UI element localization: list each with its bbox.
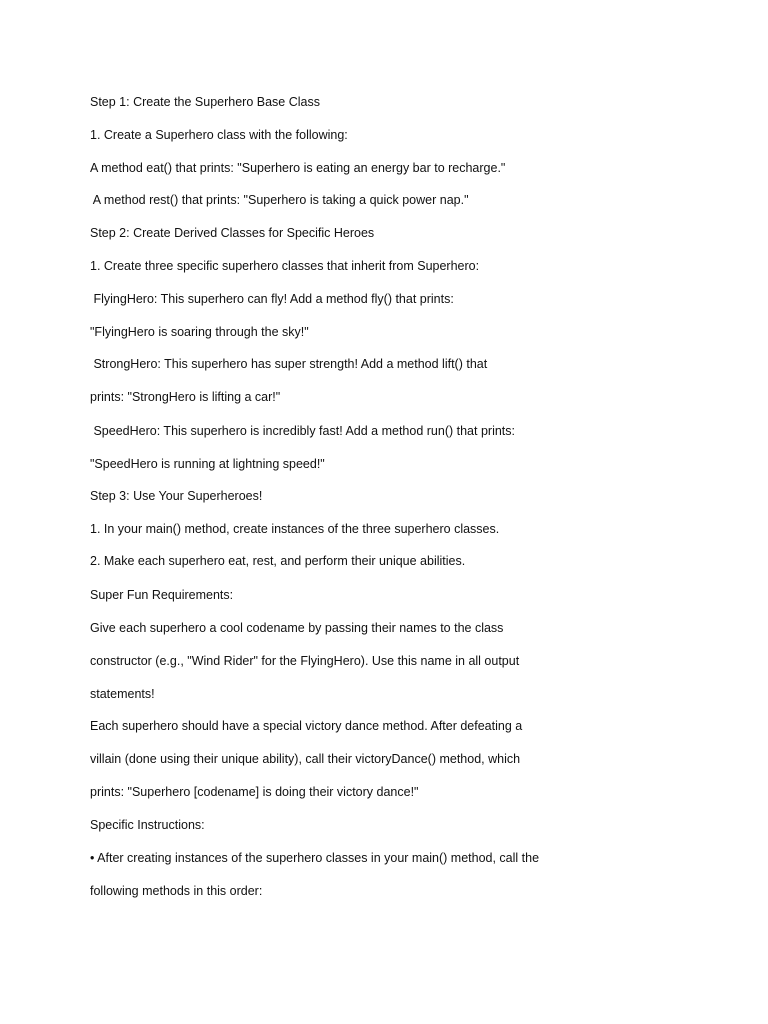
eat-method-text: A method eat() that prints: "Superhero is eating an energy bar to recharge." [90, 161, 506, 175]
speed-hero-output: "SpeedHero is running at lightning speed!" [90, 457, 325, 471]
step-2-item-1: 1. Create three specific superhero classes that inherit from Superhero: [90, 259, 480, 273]
step-1-heading: Step 1: Create the Superhero Base Class [90, 95, 320, 109]
victory-dance-text-3: prints: "Superhero [codename] is doing their victory dance!" [90, 785, 419, 799]
flying-hero-text: FlyingHero: This superhero can fly! Add a method fly() that prints: [90, 292, 454, 306]
victory-dance-text-2: villain (done using their unique ability), call their victoryDance() method, which [90, 752, 521, 766]
speed-hero-text: SpeedHero: This superhero is incredibly fast! Add a method run() that prints: [90, 424, 515, 438]
strong-hero-text: StrongHero: This superhero has super strength! Add a method lift() that [90, 357, 488, 371]
step-2-heading: Step 2: Create Derived Classes for Specific Heroes [90, 226, 375, 240]
step-1-item-1: 1. Create a Superhero class with the following: [90, 128, 348, 142]
codename-text-1: Give each superhero a cool codename by passing their names to the class [90, 621, 504, 635]
victory-dance-text-1: Each superhero should have a special victory dance method. After defeating a [90, 719, 523, 733]
rest-method-text: A method rest() that prints: "Superhero is taking a quick power nap." [90, 193, 469, 207]
requirements-heading: Super Fun Requirements: [90, 588, 234, 602]
instructions-bullet-1: • After creating instances of the superhero classes in your main() method, call the [90, 851, 540, 865]
step-3-heading: Step 3: Use Your Superheroes! [90, 489, 263, 503]
codename-text-3: statements! [90, 687, 155, 701]
codename-text-2: constructor (e.g., "Wind Rider" for the FlyingHero). Use this name in all output [90, 654, 520, 668]
step-3-item-2: 2. Make each superhero eat, rest, and perform their unique abilities. [90, 554, 466, 568]
instructions-bullet-1-continued: following methods in this order: [90, 884, 263, 898]
instructions-heading: Specific Instructions: [90, 818, 205, 832]
step-3-item-1: 1. In your main() method, create instances of the three superhero classes. [90, 522, 500, 536]
strong-hero-output: prints: "StrongHero is lifting a car!" [90, 390, 281, 404]
flying-hero-output: "FlyingHero is soaring through the sky!" [90, 325, 309, 339]
